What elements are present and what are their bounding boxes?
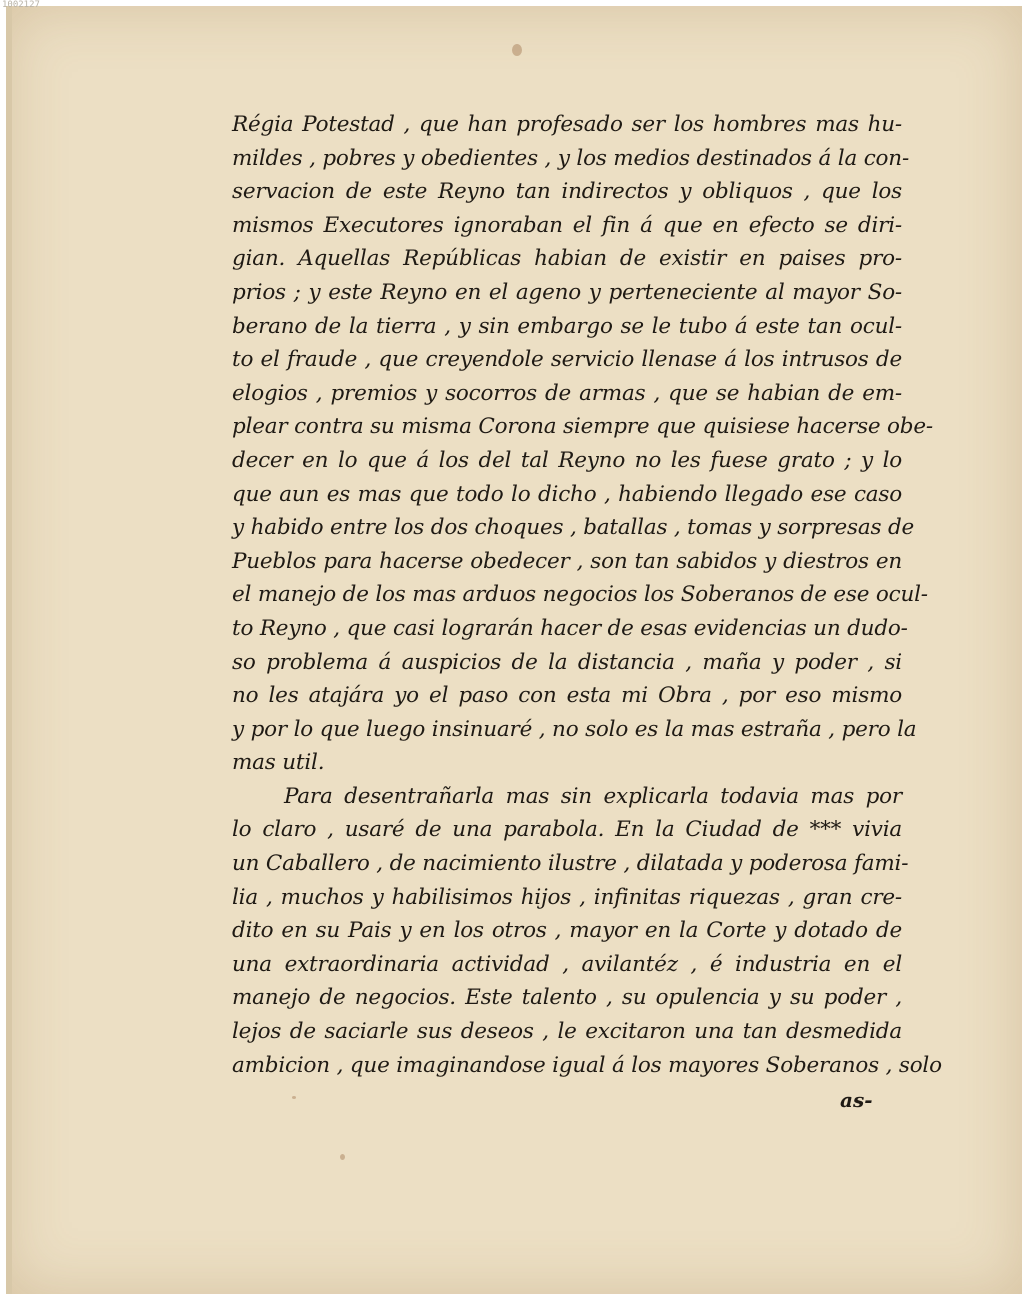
text-line: to el fraude , que creyendole servicio llenase á los intrusos de [232, 347, 902, 373]
text-line: berano de la tierra , y sin embargo se le tubo á este tan ocul- [232, 313, 902, 339]
text-line: plear contra su misma Corona siempre que quisiese hacerse obe- [232, 414, 933, 440]
page-text [232, 108, 942, 1082]
book-page [6, 6, 1022, 1294]
ink-spot [512, 44, 522, 56]
text-line: lejos de saciarle sus deseos , le excitaron una tan desmedida [232, 1019, 902, 1045]
text-line: una extraordinaria actividad , avilantéz , é industria en el [232, 951, 902, 977]
catchword: as- [840, 1088, 873, 1112]
text-line: decer en lo que á los del tal Reyno no les fuese grato ; y lo [232, 447, 902, 473]
text-line: lo claro , usaré de una parabola. En la Ciudad de *** vivia [232, 817, 902, 843]
text-line: prios ; y este Reyno en el ageno y perteneciente al mayor So- [232, 279, 902, 305]
text-line: to Reyno , que casi lograrán hacer de esas evidencias un dudo- [232, 615, 908, 641]
text-line: Régia Potestad , que han profesado ser los hombres mas hu- [232, 112, 902, 137]
text-line: lia , muchos y habilisimos hijos , infinitas riquezas , gran cre- [232, 884, 902, 910]
scan-label: 1002127 [2, 0, 40, 10]
text-line: elogios , premios y socorros de armas , que se habian de em- [232, 380, 902, 406]
text-line-paragraph-end: mas util. [232, 750, 325, 776]
page-edge [6, 6, 12, 1294]
text-line: dito en su Pais y en los otros , mayor en la Corte y dotado de [232, 918, 902, 944]
text-line: no les atajára yo el paso con esta mi Obra , por eso mismo [232, 683, 902, 709]
text-line: un Caballero , de nacimiento ilustre , dilatada y poderosa fami- [232, 851, 909, 877]
text-line: servacion de este Reyno tan indirectos y obliquos , que los [232, 179, 902, 205]
text-line: so problema á auspicios de la distancia , maña y poder , si [232, 649, 902, 675]
text-line: mildes , pobres y obedientes , y los medios destinados á la con- [232, 145, 910, 171]
text-line: ambicion , que imaginandose igual á los mayores Soberanos , solo [232, 1052, 942, 1078]
text-line: que aun es mas que todo lo dicho , habiendo llegado ese caso [232, 481, 902, 507]
text-line-paragraph-start: Para desentrañarla mas sin explicarla todavia mas por [284, 783, 902, 809]
text-line: mismos Executores ignoraban el fin á que en efecto se diri- [232, 212, 902, 238]
text-line: y habido entre los dos choques , batallas , tomas y sorpresas de [232, 515, 915, 541]
text-line: el manejo de los mas arduos negocios los Soberanos de ese ocul- [232, 582, 928, 608]
text-line: Pueblos para hacerse obedecer , son tan sabidos y diestros en [232, 548, 902, 574]
text-line: y por lo que luego insinuaré , no solo es la mas estraña , pero la [232, 716, 917, 742]
ink-spot [340, 1154, 345, 1160]
ink-spot [292, 1096, 296, 1099]
text-line: manejo de negocios. Este talento , su opulencia y su poder , [232, 985, 902, 1011]
text-line: gian. Aquellas Repúblicas habian de existir en paises pro- [232, 246, 902, 272]
